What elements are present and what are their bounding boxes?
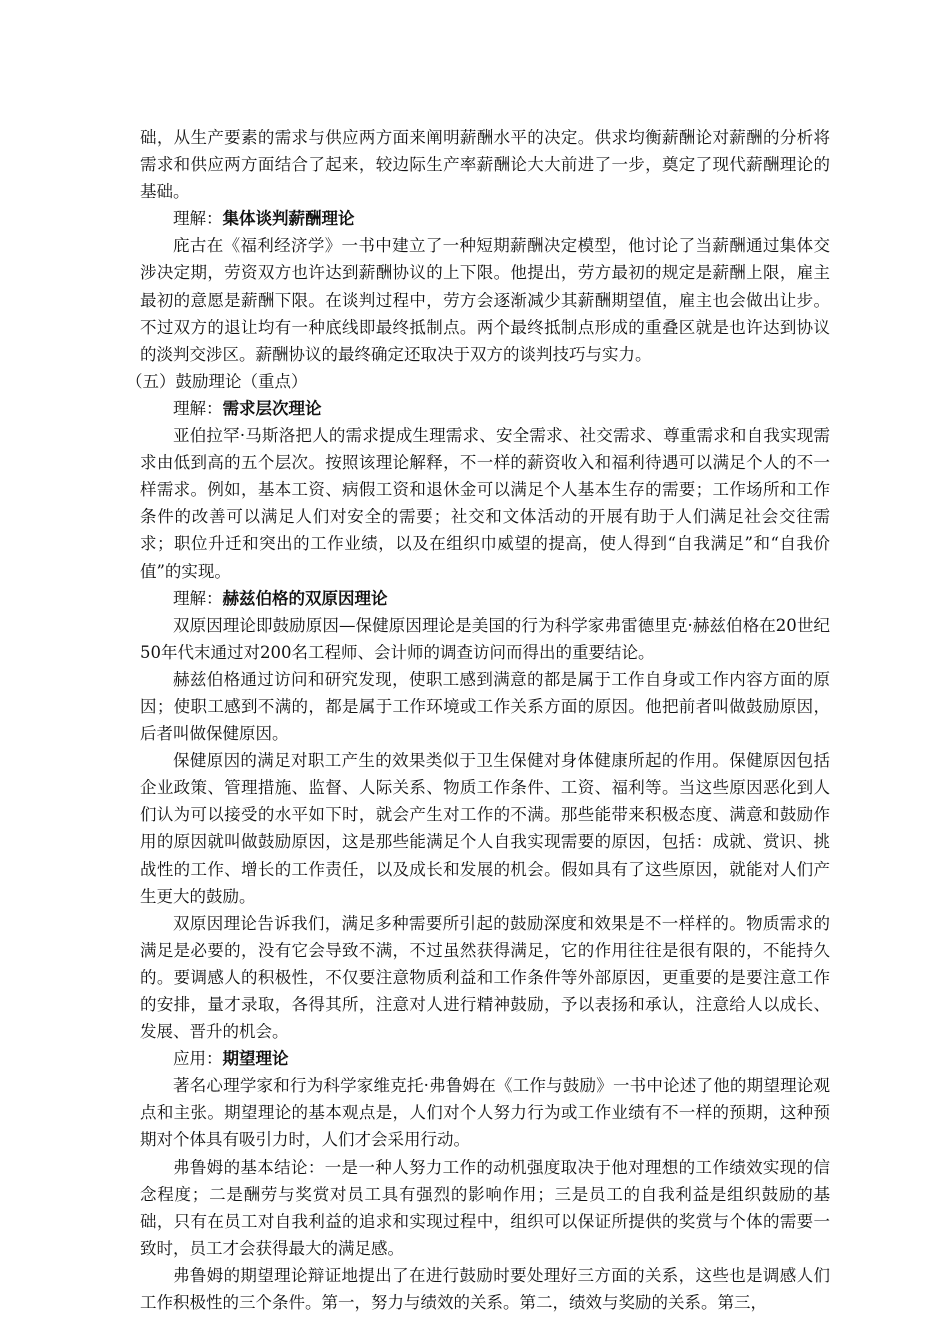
heading-title: 期望理论	[222, 1049, 289, 1069]
paragraph-hygiene-factors: 保健原因的满足对职工产生的效果类似于卫生保健对身体健康所起的作用。保健原因包括企业政策、管理措施、监督、人际关系、物质工作条件、工资、福利等。当这些原因恶化到人们认为可以接受的水平如下时，就会产生对工作的不满。那些能带来积极态度、满意和鼓励作用的原因就叫做鼓励原因，这是那些能满足个人自我实现需要的原因，包括：成就、赏识、挑战性的工作、增长的工作责任，以及成长和发展的机会。假如具有了这些原因，就能对人们产生更大的鼓励。	[140, 751, 830, 906]
heading-prefix: 理解：	[173, 588, 223, 608]
paragraph-vroom-intro: 著名心理学家和行为科学家维克托·弗鲁姆在《工作与鼓励》一书中论述了他的期望理论观点和主张。期望理论的基本观点是，人们对个人努力行为或工作业绩有不一样的预期，这种预期对个体具有吸引力时，人们才会采用行动。	[140, 1076, 830, 1150]
heading-prefix: 理解：	[173, 209, 223, 229]
heading-prefix: 应用：	[173, 1049, 223, 1069]
heading-title: 需求层次理论	[222, 398, 322, 418]
heading-prefix: 理解：	[173, 398, 223, 418]
section-heading-motivation: （五）鼓励理论（重点）	[126, 371, 308, 391]
paragraph-two-factor-intro: 双原因理论即鼓励原因—保健原因理论是美国的行为科学家弗雷德里克·赫兹伯格在20世纪50年代末通过对200名工程师、会计师的调查访问而得出的重要结论。	[140, 615, 830, 662]
document-body	[126, 124, 830, 1316]
paragraph-maslow: 亚伯拉罕·马斯洛把人的需求提成生理需求、安全需求、社交需求、尊重需求和自我实现需求由低到高的五个层次。按照该理论解释，不一样的薪资收入和福利待遇可以满足个人的不一样需求。例如，基本工资、病假工资和退休金可以满足个人基本生存的需要；工作场所和工作条件的改善可以满足人们对安全的需要；社交和文体活动的开展有助于人们满足社会交往需求；职位升迁和突出的工作业绩，以及在组织巾威望的提高，使人得到“自我满足”和“自我价值”的实现。	[140, 426, 830, 581]
paragraph-two-factor-lessons: 双原因理论告诉我们，满足多种需要所引起的鼓励深度和效果是不一样样的。物质需求的满足是必要的，没有它会导致不满，不过虽然获得满足，它的作用往往是很有限的，不能持久的。要调感人的积极性，不仅要注意物质利益和工作条件等外部原因，更重要的是要注意工作的安排，量才录取，各得其所，注意对人进行精神鼓励，予以表扬和承认，注意给人以成长、发展、晋升的机会。	[140, 913, 830, 1042]
paragraph-pigou: 庇古在《福利经济学》一书中建立了一种短期薪酬决定模型，他讨论了当薪酬通过集体交涉决定期，劳资双方也许达到薪酬协议的上下限。他提出，劳方最初的规定是薪酬上限，雇主最初的意愿是薪酬下限。在谈判过程中，劳方会逐渐减少其薪酬期望值，雇主也会做出让步。不过双方的退让均有一种底线即最终抵制点。两个最终抵制点形成的重叠区就是也许达到协议的淡判交涉区。薪酬协议的最终确定还取决于双方的谈判技巧与实力。	[140, 236, 830, 364]
heading-two-factor	[140, 585, 830, 612]
heading-title: 集体谈判薪酬理论	[222, 209, 355, 229]
paragraph-intro: 础，从生产要素的需求与供应两方面来阐明薪酬水平的决定。供求均衡薪酬论对薪酬的分析将需求和供应两方面结合了起来，较边际生产率薪酬论大大前进了一步，奠定了现代薪酬理论的基础。	[140, 128, 830, 202]
heading-needs-hierarchy	[140, 395, 830, 422]
heading-expectancy	[140, 1045, 830, 1072]
heading-collective-bargaining	[140, 205, 830, 232]
paragraph-vroom-conclusions: 弗鲁姆的基本结论：一是一种人努力工作的动机强度取决于他对理想的工作绩效实现的信念程度；二是酬劳与奖赏对员工具有强烈的影响作用；三是员工的自我利益是组织鼓励的基础，只有在员工对自我利益的追求和实现过程中，组织可以保证所提供的奖赏与个体的需要一致时，员工才会获得最大的满足感。	[140, 1157, 830, 1258]
heading-title: 赫兹伯格的双原因理论	[222, 588, 388, 608]
paragraph-herzberg-findings: 赫兹伯格通过访问和研究发现，使职工感到满意的都是属于工作自身或工作内容方面的原因；使职工感到不满的，都是属于工作环境或工作关系方面的原因。他把前者叫做鼓励原因，后者叫做保健原因。	[140, 669, 830, 744]
paragraph-vroom-relations: 弗鲁姆的期望理论辩证地提出了在进行鼓励时要处理好三方面的关系，这些也是调感人们工作积极性的三个条件。第一，努力与绩效的关系。第二，绩效与奖励的关系。第三，	[140, 1265, 830, 1313]
